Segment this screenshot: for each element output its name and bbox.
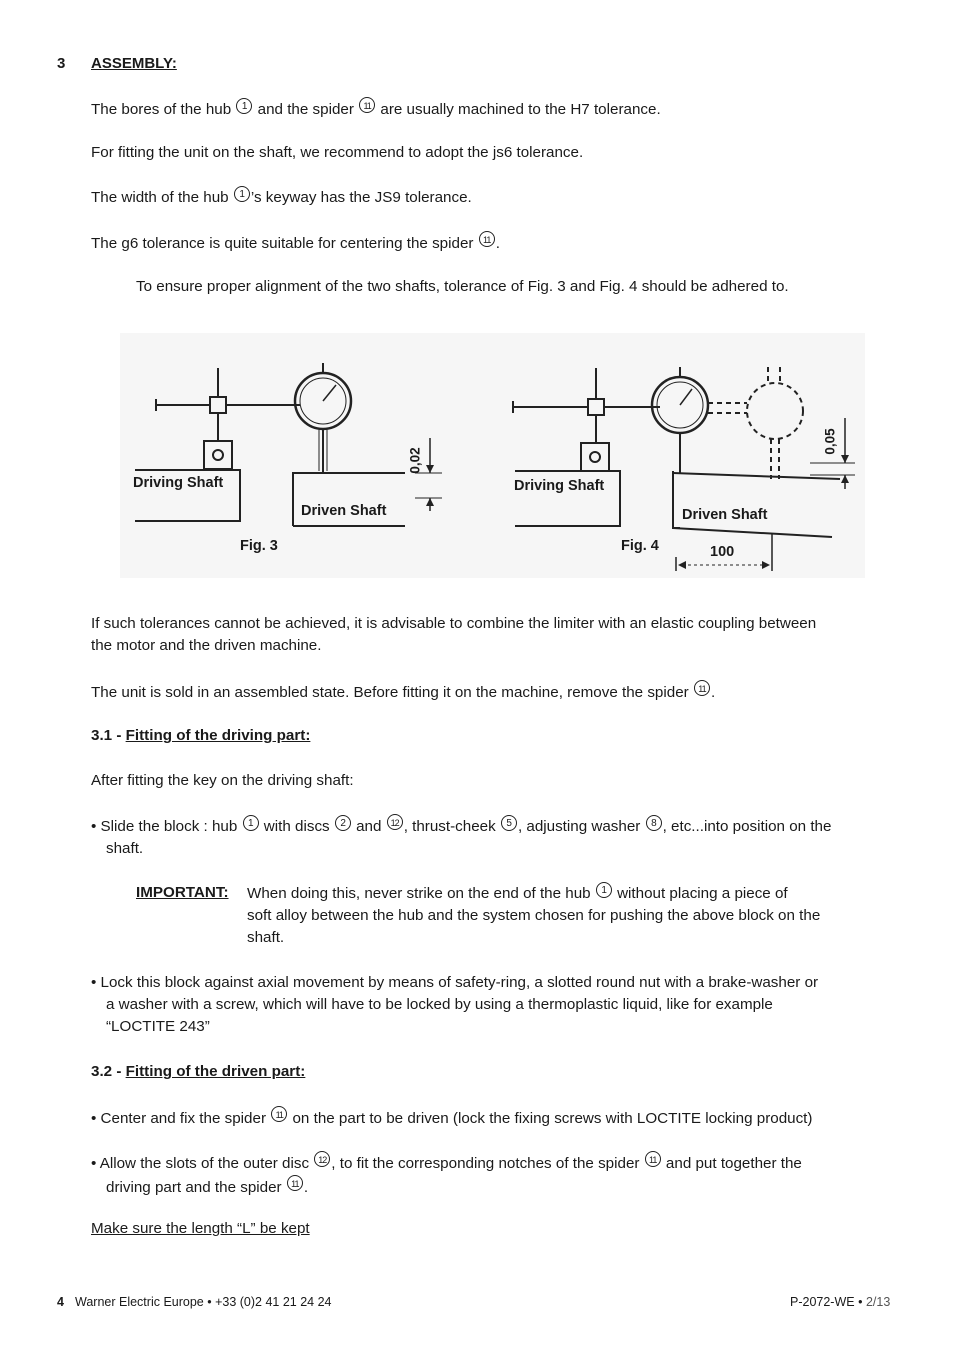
callout-spider-11: 11 (479, 231, 495, 247)
text: and put together the (665, 1155, 802, 1172)
callout-12: 12 (387, 814, 403, 830)
fig4-magnetic-base (581, 443, 609, 471)
paragraph-keyway (91, 186, 472, 209)
text-line: shaft. (106, 840, 144, 857)
fig4-tolerance: 0,05 (822, 428, 838, 455)
text: When doing this, never strike on the end of the hub (247, 885, 591, 902)
paragraph-key: After fitting the key on the driving shaft: (91, 772, 354, 789)
callout-1: 1 (596, 882, 612, 898)
text: , to fit the corresponding notches of the spider (331, 1155, 640, 1172)
bullet-center-spider (91, 1106, 812, 1130)
callout-2: 2 (335, 815, 351, 831)
text: ’s keyway has the JS9 tolerance. (250, 189, 472, 206)
text: with discs (263, 818, 330, 835)
subsection-title: Fitting of the driven part: (125, 1063, 306, 1080)
paragraph-js6: For fitting the unit on the shaft, we recommend to adopt the js6 tolerance. (91, 144, 584, 161)
text: • Slide the block : hub (91, 818, 238, 835)
paragraph-bores (91, 97, 661, 121)
subsection-3-2 (91, 1061, 305, 1083)
footer-date: 2/13 (865, 1295, 891, 1309)
fig4-length: 100 (710, 544, 735, 560)
callout-1: 1 (243, 815, 259, 831)
subsection-number: 3.1 - (91, 727, 122, 744)
bullet-outer-disc (91, 1151, 802, 1199)
text: , adjusting washer (517, 818, 641, 835)
final-note: Make sure the length “L” be kept (91, 1220, 310, 1237)
fig3-caption: Fig. 3 (240, 538, 278, 554)
paragraph-assembled-state (91, 680, 715, 704)
text: driving part and the spider (106, 1179, 282, 1196)
paragraph-g6 (91, 231, 500, 255)
text: The width of the hub (91, 189, 229, 206)
text-line: a washer with a screw, which will have to be locked by using a thermoplastic liquid, like for example (106, 996, 773, 1013)
paragraph-alignment: To ensure proper alignment of the two shafts, tolerance of Fig. 3 and Fig. 4 should be adhered to. (136, 278, 789, 295)
callout-spider-11: 11 (694, 680, 710, 696)
text-line: the motor and the driven machine. (91, 637, 322, 654)
important-text (247, 882, 820, 949)
figures-drawing (120, 333, 865, 578)
fig4-driving-shaft-label: Driving Shaft (514, 478, 605, 494)
text: and the spider (257, 101, 354, 118)
callout-spider-11: 11 (359, 97, 375, 113)
alignment-figures (120, 333, 865, 578)
text: The unit is sold in an assembled state. Before fitting it on the machine, remove the spider (91, 684, 689, 701)
text: The bores of the hub (91, 101, 232, 118)
callout-11: 11 (645, 1151, 661, 1167)
fig3-driven-shaft-label: Driven Shaft (301, 503, 387, 519)
text: without placing a piece of (617, 885, 788, 902)
text: . (710, 684, 716, 701)
fig4-dial-gauge-ghost (747, 383, 803, 439)
fig4-caption: Fig. 4 (621, 538, 659, 554)
section-number: 3 (57, 55, 66, 72)
text: • Center and fix the spider (91, 1110, 267, 1127)
subsection-number: 3.2 - (91, 1063, 122, 1080)
fig3-magnetic-base (204, 441, 232, 469)
footer-code (790, 1295, 890, 1309)
text: are usually machined to the H7 tolerance. (380, 101, 661, 118)
text: . (303, 1179, 309, 1196)
bullet-slide-block (91, 814, 831, 860)
text: and (356, 818, 382, 835)
text-line: shaft. (247, 929, 285, 946)
callout-11: 11 (271, 1106, 287, 1122)
fig3-tolerance: 0,02 (407, 447, 423, 474)
footer-company: Warner Electric Europe • +33 (0)2 41 21 24 24 (75, 1295, 332, 1309)
fig3-driving-shaft-label: Driving Shaft (133, 475, 224, 491)
text: . (495, 235, 500, 252)
text: , etc...into position on the (662, 818, 832, 835)
bullet-lock-block (91, 972, 818, 1038)
callout-11: 11 (287, 1175, 303, 1191)
subsection-title: Fitting of the driving part: (125, 727, 311, 744)
callout-8: 8 (646, 815, 662, 831)
callout-12: 12 (314, 1151, 330, 1167)
text-line: “LOCTITE 243” (106, 1018, 210, 1035)
text-line: If such tolerances cannot be achieved, it is advisable to combine the limiter with an elastic coupling between (91, 615, 817, 632)
footer-page-number: 4 (57, 1295, 64, 1309)
fig4-driven-shaft-label: Driven Shaft (682, 507, 768, 523)
text: , thrust-cheek (403, 818, 496, 835)
paragraph-elastic-coupling (91, 613, 816, 657)
text: The g6 tolerance is quite suitable for centering the spider (91, 235, 474, 252)
subsection-3-1 (91, 725, 310, 747)
important-label: IMPORTANT: (136, 884, 229, 901)
callout-5: 5 (501, 815, 517, 831)
footer-code-text: P-2072-WE • (790, 1295, 863, 1309)
text: • Allow the slots of the outer disc (91, 1155, 310, 1172)
callout-hub-1: 1 (236, 98, 252, 114)
text: on the part to be driven (lock the fixing screws with LOCTITE locking product) (292, 1110, 813, 1127)
text-line: • Lock this block against axial movement by means of safety-ring, a slotted round nut with a brake-washer or (91, 974, 819, 991)
section-title: ASSEMBLY: (91, 55, 177, 72)
text-line: soft alloy between the hub and the system chosen for pushing the above block on the (247, 907, 821, 924)
callout-hub-1: 1 (234, 186, 250, 202)
